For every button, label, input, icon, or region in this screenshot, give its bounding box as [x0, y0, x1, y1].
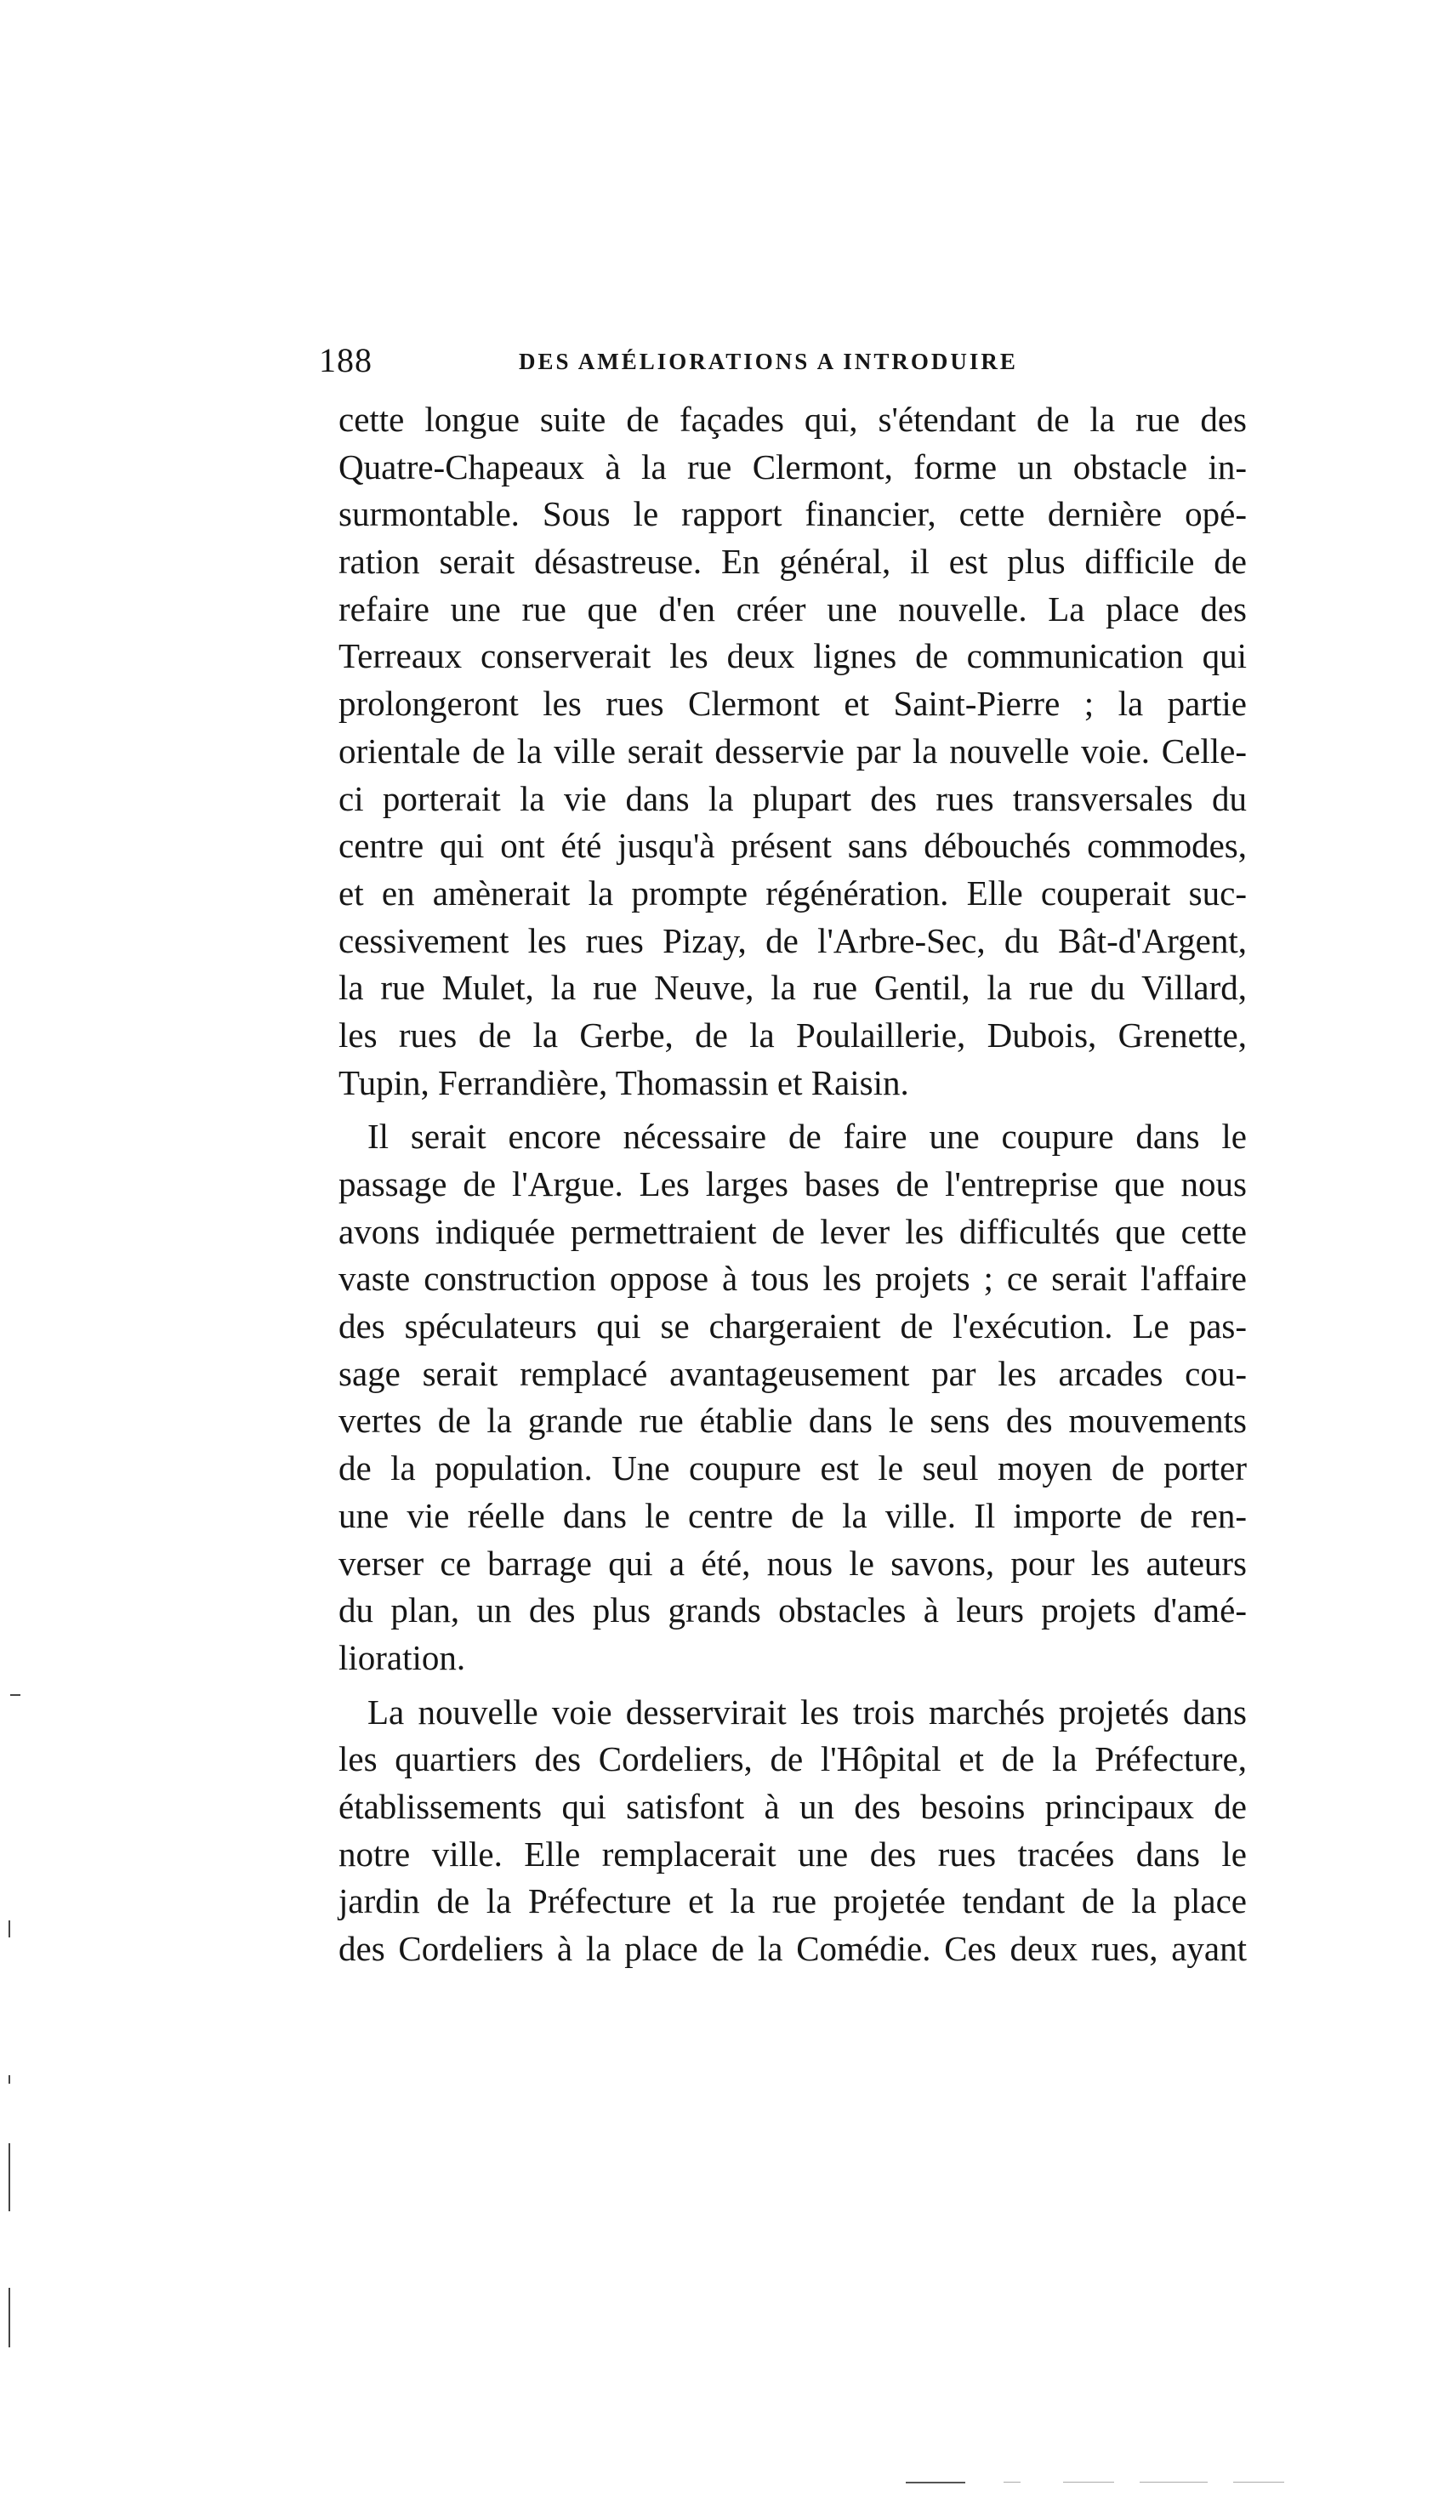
- text-line: lioration.: [338, 1637, 466, 1677]
- text-line: Quatre-Chapeaux à la rue Clermont, forme un obstacle in-: [338, 447, 1247, 486]
- text-line: une vie réelle dans le centre de la ville. Il importe de ren-: [338, 1495, 1247, 1535]
- text-line: de la population. Une coupure est le seul moyen de porter: [338, 1448, 1247, 1488]
- page-number: 188: [319, 341, 373, 379]
- paragraph: [338, 396, 1247, 1106]
- scan-bottom-rule: [1063, 2482, 1114, 2483]
- text-line: ration serait désastreuse. En général, il est plus difficile de: [338, 542, 1247, 582]
- text-line: cette longue suite de façades qui, s'étendant de la rue des: [338, 400, 1247, 439]
- text-line: des Cordeliers à la place de la Comédie. Ces deux rues, ayant: [338, 1929, 1247, 1968]
- paragraph: [338, 1113, 1247, 1681]
- scan-margin-mark: [10, 1694, 20, 1696]
- text-line: refaire une rue que d'en créer une nouvelle. La place des: [338, 589, 1247, 629]
- page-header: [319, 340, 1254, 388]
- text-line: cessivement les rues Pizay, de l'Arbre-Sec, du Bât-d'Argent,: [338, 920, 1247, 960]
- text-line: et en amènerait la prompte régénération. Elle couperait suc-: [338, 873, 1247, 913]
- scan-bottom-rule: [1140, 2482, 1208, 2483]
- text-line: les rues de la Gerbe, de la Poulaillerie, Dubois, Grenette,: [338, 1015, 1247, 1055]
- text-line: les quartiers des Cordeliers, de l'Hôpital et de la Préfecture,: [338, 1739, 1247, 1779]
- text-line: avons indiquée permettraient de lever les difficultés que cette: [338, 1211, 1247, 1251]
- scan-margin-mark: [9, 1920, 10, 1937]
- scan-margin-mark: [9, 2288, 10, 2347]
- text-line: sage serait remplacé avantageusement par les arcades cou-: [338, 1353, 1247, 1393]
- text-line: vertes de la grande rue établie dans le sens des mouvements: [338, 1401, 1247, 1441]
- text-line: passage de l'Argue. Les larges bases de l'entreprise que nous: [338, 1164, 1247, 1203]
- scan-margin-mark: [9, 2143, 10, 2211]
- text-line: centre qui ont été jusqu'à présent sans débouchés commodes,: [338, 826, 1247, 866]
- text-line: ci porterait la vie dans la plupart des rues transversales du: [338, 778, 1247, 818]
- text-line: établissements qui satisfont à un des besoins principaux de: [338, 1786, 1247, 1826]
- text-line: vaste construction oppose à tous les projets ; ce serait l'affaire: [338, 1259, 1247, 1299]
- paragraph-gap: [338, 1106, 1247, 1113]
- text-line: verser ce barrage qui a été, nous le savons, pour les auteurs: [338, 1543, 1247, 1583]
- text-line: des spéculateurs qui se chargeraient de l'exécution. Le pas-: [338, 1306, 1247, 1346]
- running-head: DES AMÉLIORATIONS A INTRODUIRE: [519, 349, 1018, 374]
- text-line: jardin de la Préfecture et la rue projetée tendant de la place: [338, 1881, 1247, 1921]
- text-line: Terreaux conserverait les deux lignes de communication qui: [338, 636, 1247, 676]
- text-line: la rue Mulet, la rue Neuve, la rue Gentil, la rue du Villard,: [338, 968, 1247, 1008]
- scan-bottom-rule: [906, 2482, 965, 2483]
- text-line: Il serait encore nécessaire de faire une coupure dans le: [367, 1117, 1247, 1157]
- paragraph: [338, 1689, 1247, 1973]
- text-line: surmontable. Sous le rapport financier, cette dernière opé-: [338, 494, 1247, 534]
- text-line: notre ville. Elle remplacerait une des rues tracées dans le: [338, 1834, 1247, 1874]
- scan-bottom-rule: [1233, 2482, 1284, 2483]
- scan-margin-mark: [9, 2075, 10, 2084]
- body-text: [338, 396, 1247, 1973]
- paragraph-gap: [338, 1682, 1247, 1689]
- text-line: du plan, un des plus grands obstacles à leurs projets d'amé-: [338, 1590, 1247, 1630]
- text-line: prolongeront les rues Clermont et Saint-Pierre ; la partie: [338, 684, 1247, 724]
- text-line: orientale de la ville serait desservie par la nouvelle voie. Celle-: [338, 731, 1247, 771]
- text-line: Tupin, Ferrandière, Thomassin et Raisin.: [338, 1062, 909, 1102]
- scan-bottom-rule: [1004, 2482, 1021, 2483]
- text-line: La nouvelle voie desservirait les trois marchés projetés dans: [367, 1692, 1247, 1732]
